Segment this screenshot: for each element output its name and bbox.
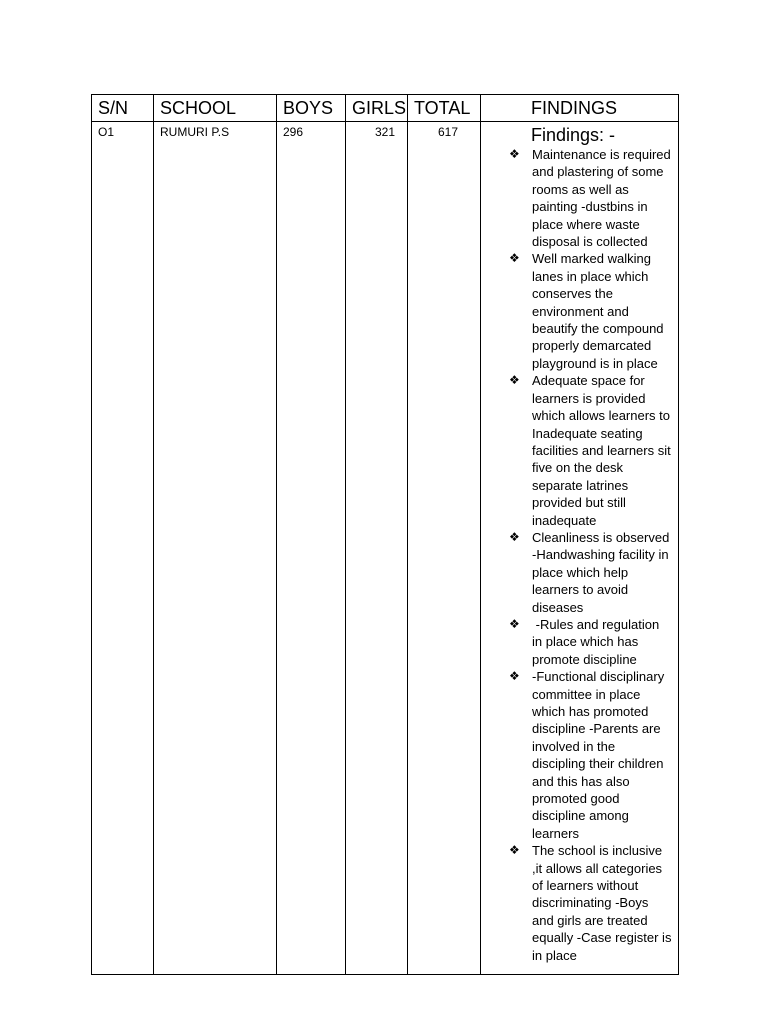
header-findings: FINDINGS	[481, 95, 679, 122]
four-diamond-bullet-icon: ❖	[509, 529, 520, 544]
four-diamond-bullet-icon: ❖	[509, 669, 520, 684]
finding-text: Well marked walking lanes in place which conserves the environment and beautify the compound properly demarcated playground is in place	[532, 251, 664, 371]
finding-text: -Rules and regulation in place which has promote discipline	[532, 616, 663, 667]
header-girls: GIRLS	[346, 95, 408, 122]
finding-text: The school is inclusive ,it allows all categories of learners without discriminating -Boys and girls are treated equally -Case register is in place	[532, 843, 672, 963]
four-diamond-bullet-icon: ❖	[509, 843, 520, 858]
cell-girls: 321	[346, 122, 408, 975]
findings-title: Findings: -	[531, 125, 616, 145]
list-item	[501, 372, 672, 529]
four-diamond-bullet-icon: ❖	[509, 616, 520, 631]
header-total: TOTAL	[408, 95, 481, 122]
four-diamond-bullet-icon: ❖	[509, 251, 520, 266]
list-item	[501, 616, 672, 668]
four-diamond-bullet-icon: ❖	[509, 147, 520, 161]
list-item	[501, 668, 672, 842]
list-item	[501, 529, 672, 616]
cell-total: 617	[408, 122, 481, 975]
cell-boys: 296	[277, 122, 346, 975]
header-row	[92, 95, 679, 122]
list-item	[501, 146, 672, 250]
header-boys: BOYS	[277, 95, 346, 122]
finding-text: -Functional disciplinary committee in place which has promoted discipline -Parents are involved in the discipling their children and this has also promoted good discipline among learners	[532, 669, 665, 841]
table-row	[92, 122, 679, 975]
finding-text: Adequate space for learners is provided which allows learners to Inadequate seating facilities and learners sit five on the desk separate latrines provided but still inadequate	[532, 373, 671, 528]
finding-text: Cleanliness is observed -Handwashing facility in place which help learners to avoid diseases	[532, 529, 670, 615]
finding-text: Maintenance is required and plastering of some rooms as well as painting -dustbins in place where waste disposal is collected	[532, 147, 671, 250]
list-item	[501, 842, 672, 964]
findings-table	[91, 94, 679, 975]
list-item	[501, 250, 672, 372]
header-school: SCHOOL	[154, 95, 277, 122]
header-sn: S/N	[92, 95, 154, 122]
cell-sn: O1	[92, 122, 154, 975]
findings-list	[501, 146, 672, 964]
cell-findings	[481, 122, 679, 975]
cell-school: RUMURI P.S	[154, 122, 277, 975]
four-diamond-bullet-icon: ❖	[509, 373, 520, 388]
